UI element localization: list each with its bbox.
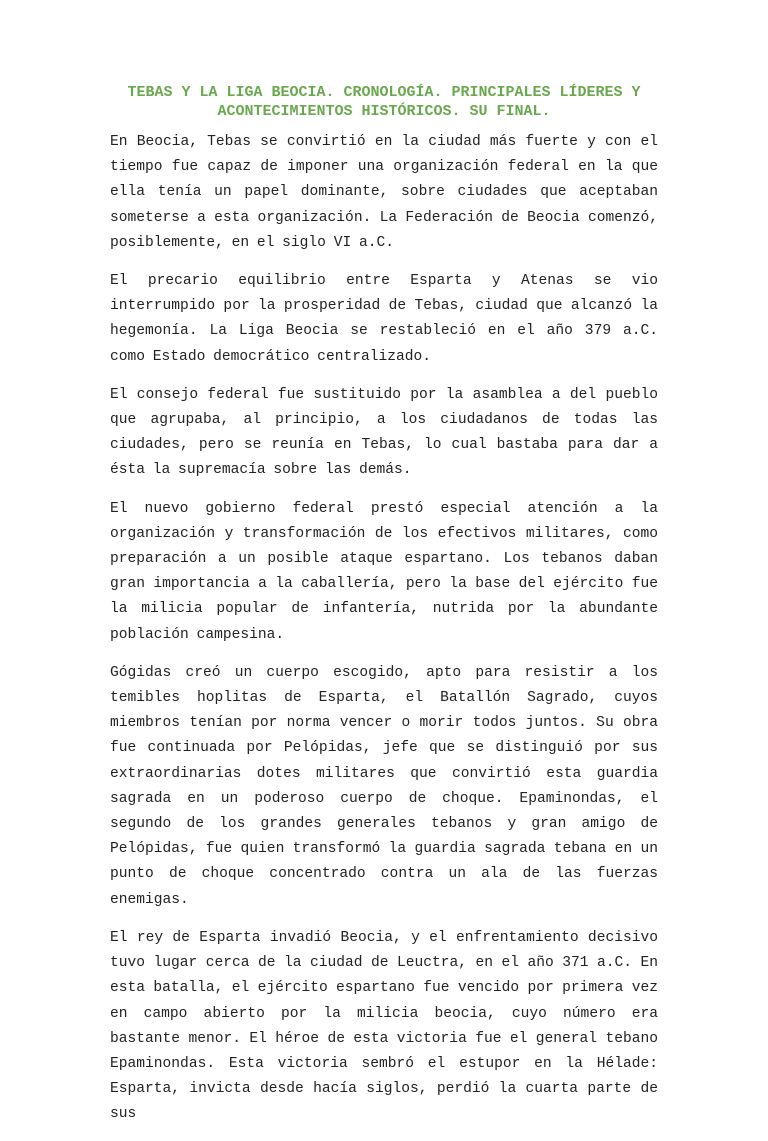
document-title: TEBAS Y LA LIGA BEOCIA. CRONOLOGÍA. PRINCIPALES LÍDERES Y ACONTECIMIENTOS HISTÓRICOS. SU FINAL. (127, 84, 641, 120)
paragraph-1: En Beocia, Tebas se convirtió en la ciudad más fuerte y con el tiempo fue capaz de imponer una organización federal en la que ella tenía un papel dominante, sobre ciudades que aceptaban someterse a esta organización. La Federación de Beocia comenzó, posiblemente, en el siglo VI a.C. (110, 134, 658, 251)
paragraph-4: El nuevo gobierno federal prestó especial atención a la organización y transformación de los efectivos militares, como preparación a un posible ataque espartano. Los tebanos daban gran importancia a la caballería, pero la base del ejército fue la milicia popular de infantería, nutrida por la abundante población campesina. (110, 500, 658, 643)
paragraph-5: Gógidas creó un cuerpo escogido, apto para resistir a los temibles hoplitas de Esparta, el Batallón Sagrado, cuyos miembros tenían por norma vencer o morir todos juntos. Su obra fue continuada por Pelópidas, jefe que se distinguió por sus extraordinarias dotes militares que convirtió esta guardia sagrada en un poderoso cuerpo de choque. Epaminondas, el segundo de los grandes generales tebanos y gran amigo de Pelópidas, fue quien transformó la guardia sagrada tebana en un punto de choque concentrado contra un ala de las fuerzas enemigas. (110, 664, 658, 908)
paragraph-3: El consejo federal fue sustituido por la asamblea a del pueblo que agrupaba, al principio, a los ciudadanos de todas las ciudades, pero se reunía en Tebas, lo cual bastaba para dar a ésta la supremacía sobre las demás. (110, 386, 658, 479)
paragraph-6: El rey de Esparta invadió Beocia, y el enfrentamiento decisivo tuvo lugar cerca de la ciudad de Leuctra, en el año 371 a.C. En esta batalla, el ejército espartano fue vencido por primera vez en campo abierto por la milicia beocia, cuyo número era bastante menor. El héroe de esta victoria fue el general tebano Epaminondas. Esta victoria sembró el estupor en la Hélade: Esparta, invicta desde hacía siglos, perdió la cuarta parte de sus (110, 929, 658, 1123)
document-page (110, 83, 658, 1141)
paragraph-2: El precario equilibrio entre Esparta y Atenas se vio interrumpido por la prosperidad de Tebas, ciudad que alcanzó la hegemonía. La Liga Beocia se restableció en el año 379 a.C. como Estado democrático centralizado. (110, 273, 658, 365)
